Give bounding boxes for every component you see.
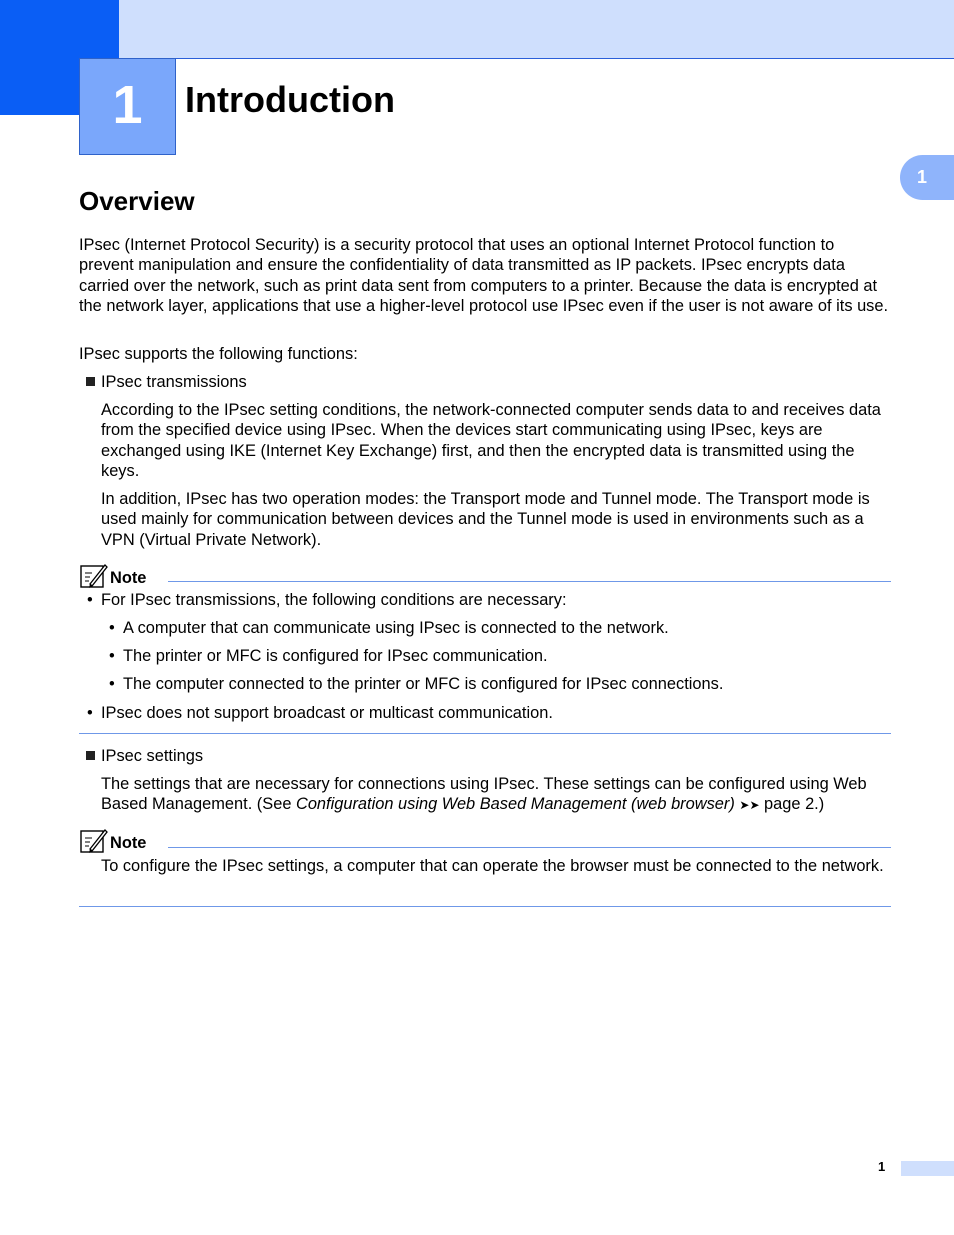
chapter-number-box (79, 58, 176, 155)
transmissions-heading: IPsec transmissions (101, 373, 247, 391)
settings-heading: IPsec settings (101, 747, 204, 765)
intro-paragraph: IPsec (Internet Protocol Security) is a security protocol that uses an optional Internet Protocol function to prevent manipulation and ensure the confidentiality of data transmitted as IP packets. IPsec encrypts data carried over the network, such as print data sent from computers to a printer. Because the data is encrypted at the network layer, applications that use a higher-level protocol use IPsec even if the user is not aware of its use. (79, 236, 889, 316)
note-pencil-icon (80, 563, 108, 589)
note-label: Note (110, 834, 147, 852)
settings-text-end: page 2.) (759, 795, 825, 814)
side-tab-label: 1 (917, 167, 928, 187)
note1-subitem-3: The computer connected to the printer or MFC is configured for IPsec connections. (123, 675, 724, 693)
transmissions-paragraph-1: According to the IPsec setting conditions, the network-connected computer sends data to and receives data from the specified device using IPsec. When the devices start communicating using IPsec, keys are exchanged using IKE (Internet Key Exchange) first, and then the encrypted data is transmitted using the keys. (101, 401, 881, 481)
note-top-rule (168, 847, 891, 848)
footer-tab (901, 1161, 954, 1176)
note-label: Note (110, 569, 147, 587)
note1-subitem-2: The printer or MFC is configured for IPsec communication. (123, 647, 548, 665)
note1-item-2: IPsec does not support broadcast or multicast communication. (101, 704, 553, 722)
bullet-dot: • (109, 675, 115, 693)
square-bullet (86, 377, 95, 386)
page-number: 1 (878, 1159, 886, 1174)
bullet-dot: • (109, 619, 115, 637)
settings-text: The settings that are necessary for connections using IPsec. These settings can be configured using Web Based Management. (See (101, 775, 867, 814)
note-pencil-icon (80, 828, 108, 854)
square-bullet (86, 751, 95, 760)
header-band (0, 0, 954, 59)
functions-intro: IPsec supports the following functions: (79, 345, 358, 363)
chapter-title: Introduction (185, 79, 395, 120)
note-top-rule (168, 581, 891, 582)
note1-item-1: For IPsec transmissions, the following conditions are necessary: (101, 591, 567, 609)
note2-text: To configure the IPsec settings, a computer that can operate the browser must be connected to the network. (101, 857, 884, 875)
transmissions-paragraph-2: In addition, IPsec has two operation modes: the Transport mode and Tunnel mode. The Transport mode is used mainly for communication between devices and the Tunnel mode is used in environments such as a VPN (Virtual Private Network). (101, 490, 870, 549)
bullet-dot: • (87, 704, 93, 722)
note1-subitem-1: A computer that can communicate using IPsec is connected to the network. (123, 619, 669, 637)
settings-paragraph (101, 774, 891, 816)
bullet-dot: • (87, 591, 93, 609)
bullet-dot: • (109, 647, 115, 665)
chapter-number: 1 (112, 75, 143, 135)
note-bottom-rule (79, 906, 891, 907)
side-chapter-tab[interactable] (900, 155, 954, 200)
section-title: Overview (79, 186, 195, 216)
double-arrow-icon: ➤➤ (739, 798, 760, 813)
cross-reference-link[interactable]: Configuration using Web Based Management (web browser) (295, 795, 735, 814)
note-bottom-rule (79, 733, 891, 734)
